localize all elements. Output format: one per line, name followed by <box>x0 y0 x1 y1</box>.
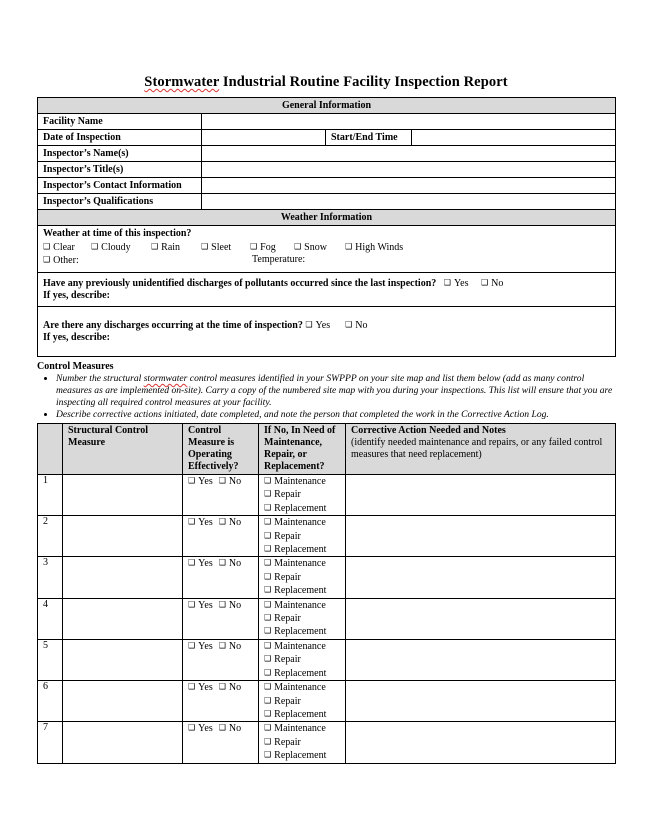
checkbox-icon[interactable]: ❑ <box>264 654 272 664</box>
operating-effectively-header: Control Measure is Operating Effectively? <box>183 424 259 475</box>
table-row <box>38 639 616 680</box>
date-field[interactable] <box>202 130 326 146</box>
checkbox-icon[interactable]: ❑ <box>345 320 353 329</box>
checkbox-icon[interactable]: ❑ <box>188 723 196 733</box>
inspector-names-field[interactable] <box>202 146 616 162</box>
maintenance-options <box>259 557 346 598</box>
checkbox-icon[interactable]: ❑ <box>264 613 272 623</box>
table-row <box>38 722 616 763</box>
operating-no-option[interactable]: ❑ No <box>218 640 242 652</box>
checkbox-icon[interactable]: ❑ <box>264 517 272 527</box>
row-number: 1 <box>38 475 63 516</box>
unidentified-describe-label: If yes, describe: <box>43 290 110 301</box>
operating-options <box>183 598 259 639</box>
operating-yes-option[interactable]: ❑ Yes <box>188 476 213 487</box>
unidentified-discharge-question <box>38 273 616 307</box>
checkbox-icon[interactable]: ❑ <box>201 242 209 251</box>
checkbox-icon[interactable]: ❑ <box>264 476 272 485</box>
checkbox-icon[interactable]: ❑ <box>188 558 196 568</box>
weather-sleet-option[interactable]: ❑ Sleet <box>201 242 232 253</box>
inspector-contact-field[interactable] <box>202 178 616 194</box>
inspector-quals-label: Inspector’s Qualifications <box>38 194 202 210</box>
operating-no-option[interactable]: ❑ No <box>218 682 242 694</box>
inspector-quals-field[interactable] <box>202 194 616 210</box>
title-rest: Industrial Routine Facility Inspection Report <box>219 74 508 90</box>
operating-yes-option[interactable]: ❑ Yes <box>188 517 213 529</box>
checkbox-icon[interactable]: ❑ <box>294 242 302 251</box>
repair-option[interactable]: ❑ Repair <box>264 489 301 501</box>
operating-yes-option[interactable]: ❑ Yes <box>188 599 213 611</box>
operating-yes-option[interactable]: ❑ Yes <box>188 640 213 652</box>
checkbox-icon[interactable]: ❑ <box>264 695 272 705</box>
checkbox-icon[interactable]: ❑ <box>188 599 196 609</box>
checkbox-icon[interactable]: ❑ <box>218 682 226 692</box>
control-measures-title: Control Measures <box>37 361 114 372</box>
corrective-action-field[interactable] <box>346 722 616 763</box>
unidentified-yes-option[interactable]: ❑ Yes <box>443 278 469 289</box>
operating-yes-option[interactable]: ❑ Yes <box>188 682 213 694</box>
temperature-label: Temperature: <box>252 254 306 265</box>
checkbox-icon[interactable]: ❑ <box>264 502 272 512</box>
corrective-action-field[interactable] <box>346 639 616 680</box>
general-info-table <box>37 97 616 357</box>
structural-measure-field[interactable] <box>63 681 183 722</box>
inspector-contact-label: Inspector’s Contact Information <box>38 178 202 194</box>
start-end-label: Start/End Time <box>326 130 412 146</box>
weather-clear-option[interactable]: ❑ Clear <box>43 242 75 253</box>
row-number: 3 <box>38 557 63 598</box>
checkbox-icon[interactable]: ❑ <box>264 626 272 636</box>
inspection-report <box>37 74 615 764</box>
maintenance-options <box>259 516 346 557</box>
replacement-option[interactable]: ❑ Replacement <box>264 750 327 762</box>
table-row <box>38 598 616 639</box>
checkbox-icon[interactable]: ❑ <box>188 682 196 692</box>
current-question-text: Are there any discharges occurring at the time of inspection? <box>43 320 303 331</box>
inspector-names-label: Inspector’s Name(s) <box>38 146 202 162</box>
maintenance-option[interactable]: ❑ Maintenance <box>264 682 326 694</box>
corrective-action-header: Corrective Action Needed and Notes (identify needed maintenance and repairs, or any failed control measures that need replacement) <box>346 424 616 475</box>
checkbox-icon[interactable]: ❑ <box>250 242 258 251</box>
checkbox-icon[interactable]: ❑ <box>188 517 196 527</box>
checkbox-icon[interactable]: ❑ <box>264 585 272 595</box>
operating-no-option[interactable]: ❑ No <box>218 723 242 735</box>
checkbox-icon[interactable]: ❑ <box>264 750 272 760</box>
control-measures-table <box>37 423 616 764</box>
table-row <box>38 516 616 557</box>
maintenance-option[interactable]: ❑ Maintenance <box>264 599 326 611</box>
control-measures-instructions <box>37 373 615 421</box>
row-number: 6 <box>38 681 63 722</box>
current-no-option[interactable]: ❑ No <box>345 320 368 331</box>
checkbox-icon[interactable]: ❑ <box>305 320 313 329</box>
current-yes-option[interactable]: ❑ Yes <box>305 320 331 331</box>
maintenance-option[interactable]: ❑ Maintenance <box>264 640 326 652</box>
maintenance-option[interactable]: ❑ Maintenance <box>264 723 326 735</box>
structural-measure-field[interactable] <box>63 722 183 763</box>
checkbox-icon[interactable]: ❑ <box>264 640 272 650</box>
weather-other-option[interactable]: ❑ Other: <box>43 255 79 266</box>
replacement-option[interactable]: ❑ Replacement <box>264 502 327 514</box>
operating-options <box>183 722 259 763</box>
replacement-option[interactable]: ❑ Replacement <box>264 585 327 597</box>
checkbox-icon[interactable]: ❑ <box>264 682 272 692</box>
operating-options <box>183 516 259 557</box>
corrective-action-field[interactable] <box>346 475 616 516</box>
checkbox-icon[interactable]: ❑ <box>481 278 489 287</box>
checkbox-icon[interactable]: ❑ <box>218 558 226 568</box>
table-row <box>38 475 616 516</box>
facility-name-label: Facility Name <box>38 114 202 130</box>
maintenance-option[interactable]: ❑ Maintenance <box>264 558 326 570</box>
checkbox-icon[interactable]: ❑ <box>264 599 272 609</box>
checkbox-icon[interactable]: ❑ <box>218 517 226 527</box>
checkbox-icon[interactable]: ❑ <box>264 489 272 499</box>
corrective-action-field[interactable] <box>346 557 616 598</box>
corrective-action-field[interactable] <box>346 516 616 557</box>
control-measures-section <box>37 361 615 421</box>
checkbox-icon[interactable]: ❑ <box>264 667 272 677</box>
repair-option[interactable]: ❑ Repair <box>264 530 301 542</box>
checkbox-icon[interactable]: ❑ <box>218 476 226 485</box>
maintenance-options <box>259 639 346 680</box>
maintenance-options <box>259 598 346 639</box>
checkbox-icon[interactable]: ❑ <box>218 599 226 609</box>
title-word-stormwater: Stormwater <box>144 74 220 90</box>
maintenance-option[interactable]: ❑ Maintenance <box>264 476 326 487</box>
table-row <box>38 557 616 598</box>
weather-section <box>38 226 616 273</box>
row-number: 4 <box>38 598 63 639</box>
checkbox-icon[interactable]: ❑ <box>218 640 226 650</box>
checkbox-icon[interactable]: ❑ <box>264 723 272 733</box>
date-label: Date of Inspection <box>38 130 202 146</box>
structural-measure-field[interactable] <box>63 475 183 516</box>
structural-measure-field[interactable] <box>63 557 183 598</box>
maintenance-options <box>259 475 346 516</box>
weather-rain-option[interactable]: ❑ Rain <box>151 242 181 253</box>
page-title <box>37 74 615 91</box>
need-maintenance-header: If No, In Need of Maintenance, Repair, or Replacement? <box>259 424 346 475</box>
checkbox-icon[interactable]: ❑ <box>264 736 272 746</box>
row-number: 2 <box>38 516 63 557</box>
weather-cloudy-option[interactable]: ❑ Cloudy <box>91 242 131 253</box>
operating-no-option[interactable]: ❑ No <box>218 599 242 611</box>
repair-option[interactable]: ❑ Repair <box>264 695 301 707</box>
weather-snow-option[interactable]: ❑ Snow <box>294 242 327 253</box>
repair-option[interactable]: ❑ Repair <box>264 654 301 666</box>
operating-options <box>183 639 259 680</box>
checkbox-icon[interactable]: ❑ <box>218 723 226 733</box>
weather-info-header: Weather Information <box>38 210 616 226</box>
checkbox-icon[interactable]: ❑ <box>43 255 51 264</box>
instruction-corrective-actions: • Describe corrective actions initiated, date completed, and note the person that completed the work in the Corrective Action Log. <box>56 409 615 421</box>
weather-question: Weather at time of this inspection? <box>43 228 192 239</box>
instruction-number-measures: • Number the structural stormwater control measures identified in your SWPPP on your site map and list them below (add as many control measures as are implemented on-site). Carry a copy of the numbered site map with you during your inspections. This list will ensure that you are inspecting all required control measures at your facility. <box>56 373 615 409</box>
structural-measure-field[interactable] <box>63 639 183 680</box>
general-info-header: General Information <box>38 98 616 114</box>
operating-options <box>183 681 259 722</box>
checkbox-icon[interactable]: ❑ <box>188 640 196 650</box>
operating-no-option[interactable]: ❑ No <box>218 558 242 570</box>
replacement-option[interactable]: ❑ Replacement <box>264 667 327 679</box>
structural-measure-field[interactable] <box>63 598 183 639</box>
operating-yes-option[interactable]: ❑ Yes <box>188 723 213 735</box>
inspector-titles-label: Inspector’s Title(s) <box>38 162 202 178</box>
row-number: 5 <box>38 639 63 680</box>
start-end-field[interactable] <box>412 130 616 146</box>
unidentified-no-option[interactable]: ❑ No <box>481 278 504 289</box>
checkbox-icon[interactable]: ❑ <box>264 544 272 554</box>
checkbox-icon[interactable]: ❑ <box>264 558 272 568</box>
maintenance-options <box>259 681 346 722</box>
checkbox-icon[interactable]: ❑ <box>264 571 272 581</box>
current-discharge-question <box>38 307 616 357</box>
operating-no-option[interactable]: ❑ No <box>218 476 242 487</box>
weather-high-winds-option[interactable]: ❑ High Winds <box>345 242 404 253</box>
checkbox-icon[interactable]: ❑ <box>188 476 196 485</box>
corrective-action-field[interactable] <box>346 681 616 722</box>
row-number-header <box>38 424 63 475</box>
table-row <box>38 681 616 722</box>
checkbox-icon[interactable]: ❑ <box>43 242 51 251</box>
inspector-titles-field[interactable] <box>202 162 616 178</box>
corrective-action-field[interactable] <box>346 598 616 639</box>
facility-name-field[interactable] <box>202 114 616 130</box>
operating-options <box>183 557 259 598</box>
checkbox-icon[interactable]: ❑ <box>151 242 159 251</box>
maintenance-option[interactable]: ❑ Maintenance <box>264 517 326 529</box>
structural-measure-field[interactable] <box>63 516 183 557</box>
repair-option[interactable]: ❑ Repair <box>264 736 301 748</box>
current-describe-label: If yes, describe: <box>43 332 110 343</box>
checkbox-icon[interactable]: ❑ <box>443 278 451 287</box>
structural-measure-header: Structural Control Measure <box>63 424 183 475</box>
operating-yes-option[interactable]: ❑ Yes <box>188 558 213 570</box>
repair-option[interactable]: ❑ Repair <box>264 571 301 583</box>
operating-no-option[interactable]: ❑ No <box>218 517 242 529</box>
row-number: 7 <box>38 722 63 763</box>
maintenance-options <box>259 722 346 763</box>
checkbox-icon[interactable]: ❑ <box>91 242 99 251</box>
weather-fog-option[interactable]: ❑ Fog <box>250 242 276 253</box>
checkbox-icon[interactable]: ❑ <box>345 242 353 251</box>
replacement-option[interactable]: ❑ Replacement <box>264 544 327 556</box>
unidentified-question-text: Have any previously unidentified discharges of pollutants occurred since the last inspection? <box>43 278 437 289</box>
operating-options <box>183 475 259 516</box>
checkbox-icon[interactable]: ❑ <box>264 708 272 718</box>
replacement-option[interactable]: ❑ Replacement <box>264 708 327 720</box>
replacement-option[interactable]: ❑ Replacement <box>264 626 327 638</box>
repair-option[interactable]: ❑ Repair <box>264 613 301 625</box>
checkbox-icon[interactable]: ❑ <box>264 530 272 540</box>
